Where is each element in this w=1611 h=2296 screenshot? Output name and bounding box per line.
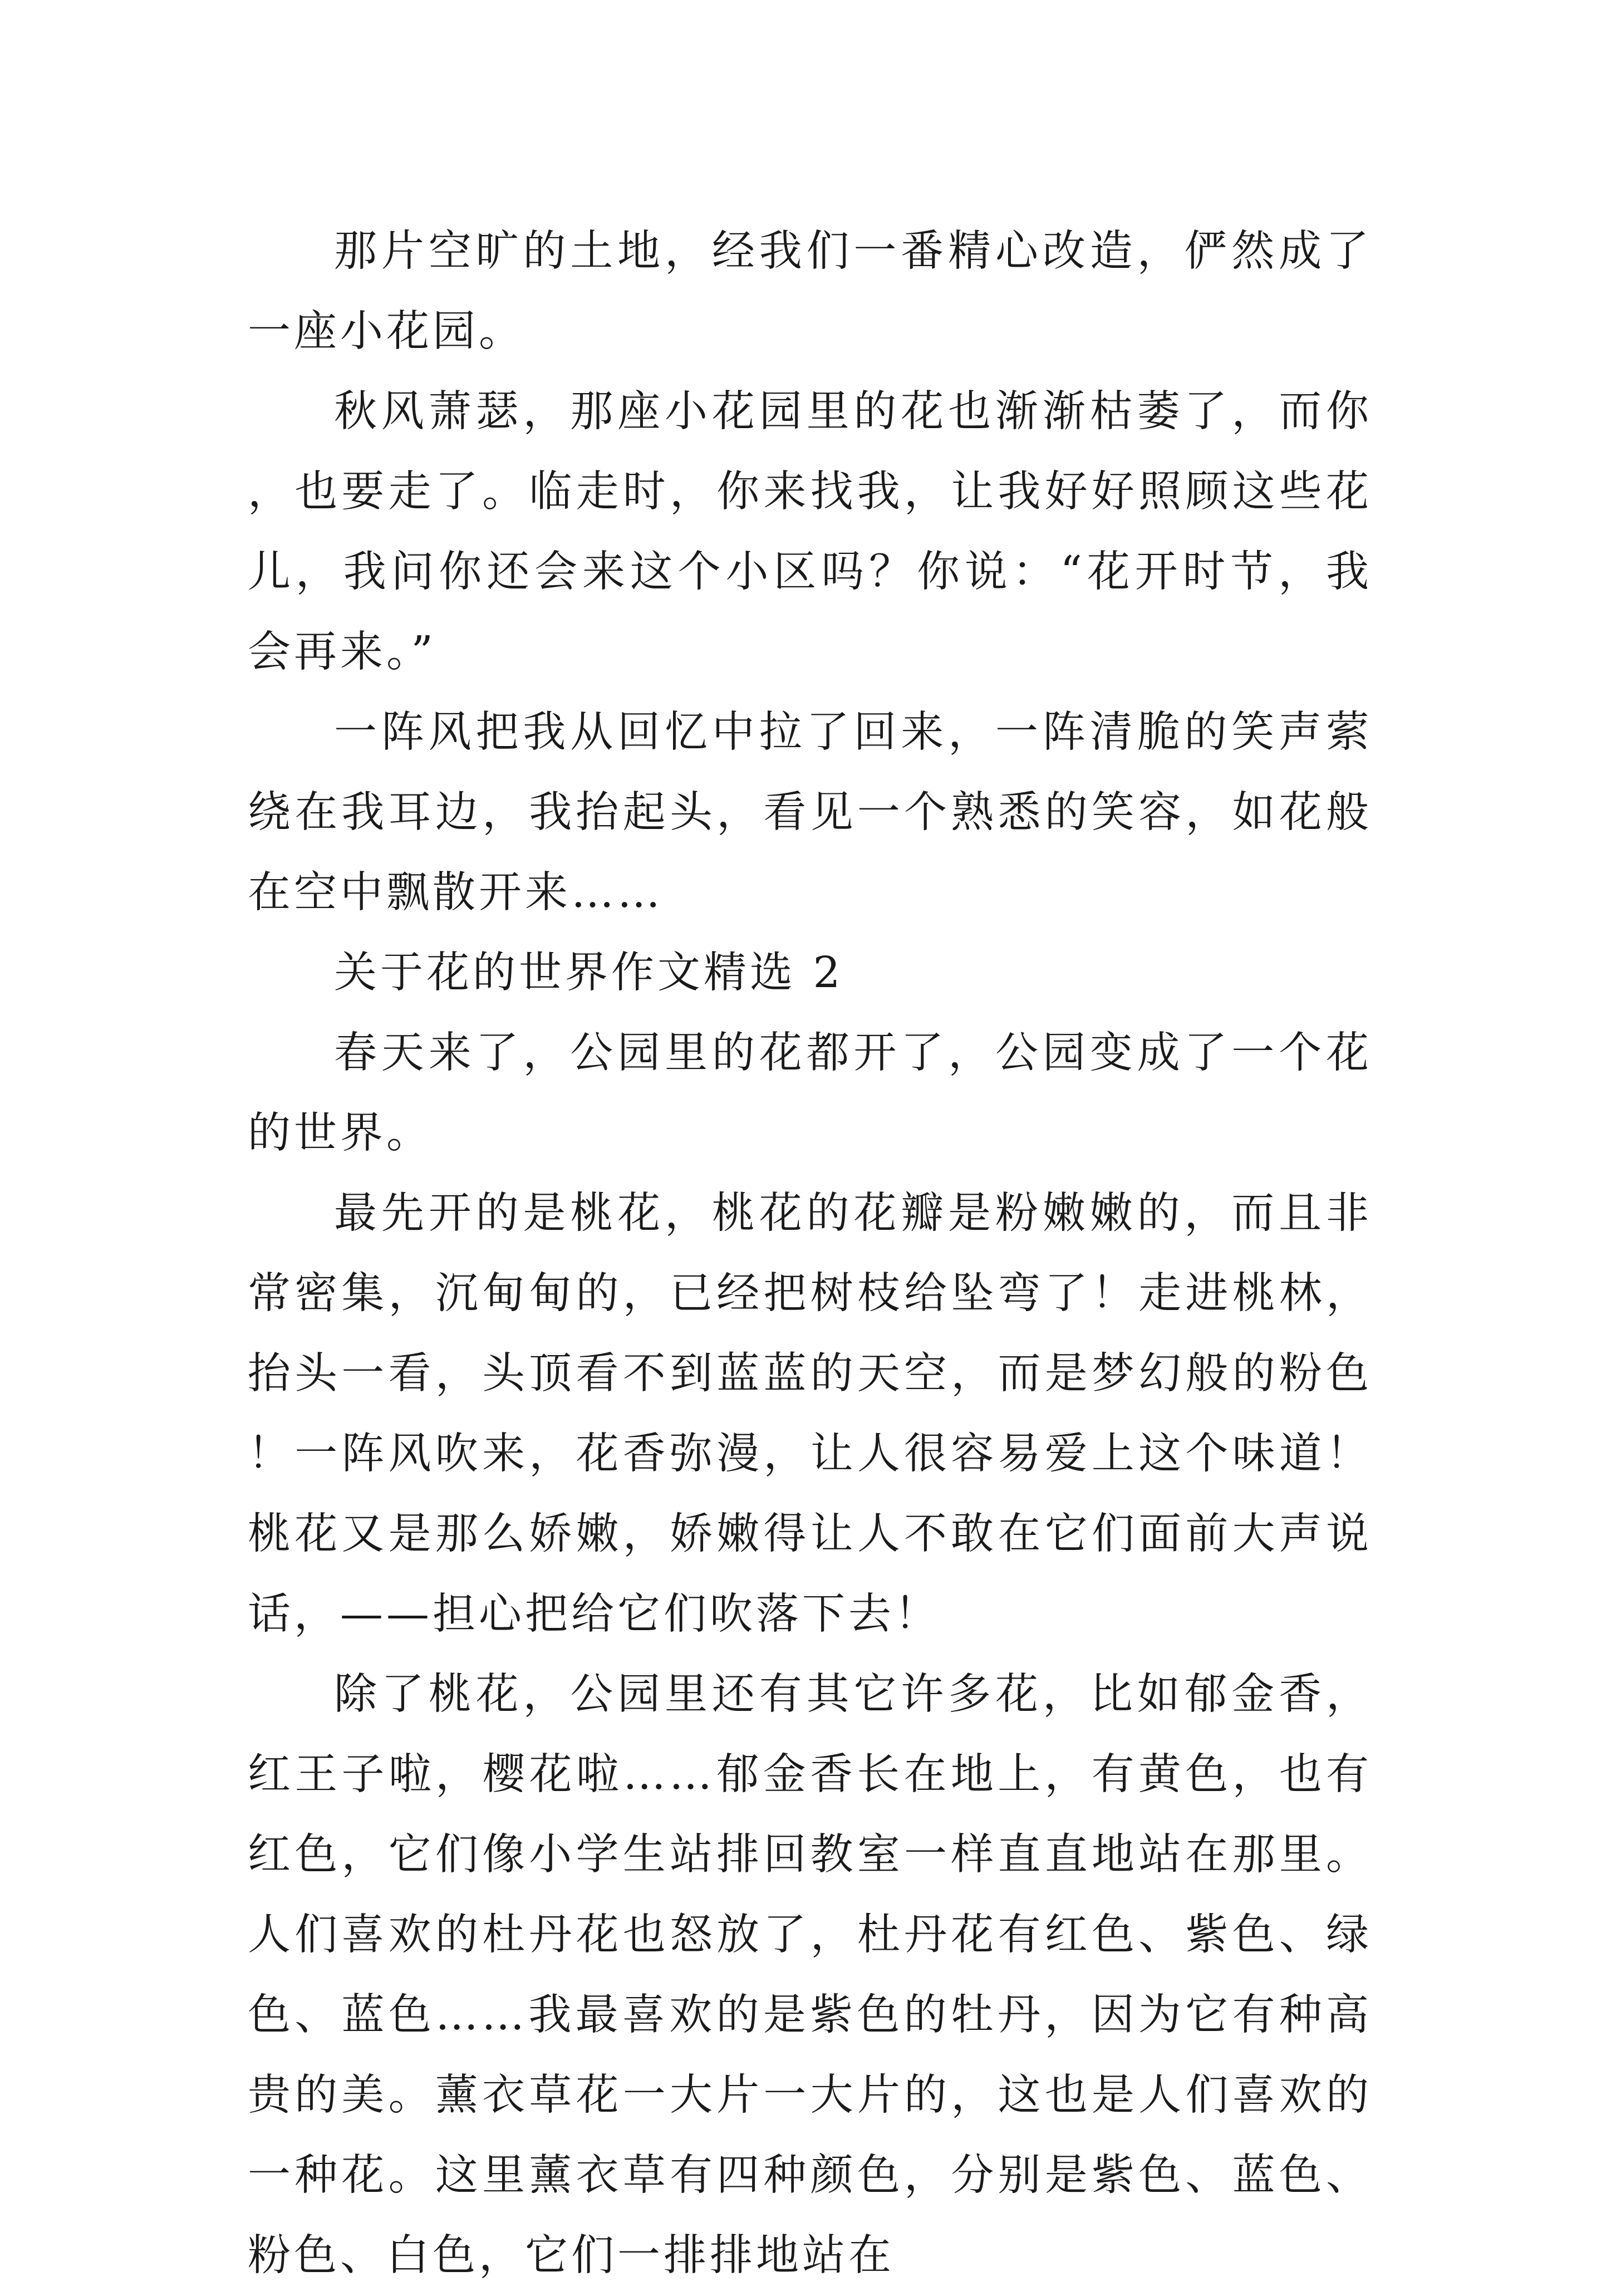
paragraph-6: 除了桃花，公园里还有其它许多花，比如郁金香，红王子啦，樱花啦……郁金香长在地上，有黄色，也有红色，它们像小学生站排回教室一样直直地站在那里。人们喜欢的杜丹花也怒放了，杜丹花有红色、紫色、绿色、蓝色……我最喜欢的是紫色的牡丹，因为它有种高贵的美。薰衣草花一大片一大片的，这也是人们喜欢的一种花。这里薰衣草有四种颜色，分别是紫色、蓝色、粉色、白色，它们一排排地站在 — [248, 1670, 1372, 2280]
paragraph-5: 最先开的是桃花，桃花的花瓣是粉嫩嫩的，而且非常密集，沉甸甸的，已经把树枝给坠弯了！走进桃林，抬头一看，头顶看不到蓝蓝的天空，而是梦幻般的粉色！一阵风吹来，花香弥漫，让人很容易爱上这个味道！桃花又是那么娇嫩，娇嫩得让人不敢在它们面前大声说话，——担心把给它们吹落下去！ — [248, 1189, 1372, 1639]
document-body — [248, 212, 1372, 2296]
paragraph-3: 一阵风把我从回忆中拉了回来，一阵清脆的笑声萦绕在我耳边，我抬起头，看见一个熟悉的笑容，如花般在空中飘散开来…… — [248, 708, 1372, 918]
paragraph-1: 那片空旷的土地，经我们一番精心改造，俨然成了一座小花园。 — [248, 227, 1372, 356]
section-heading: 关于花的世界作文精选 2 — [334, 948, 844, 998]
paragraph-4: 春天来了，公园里的花都开了，公园变成了一个花的世界。 — [248, 1028, 1372, 1158]
paragraph-2: 秋风萧瑟，那座小花园里的花也渐渐枯萎了，而你，也要走了。临走时，你来找我，让我好好照顾这些花儿，我问你还会来这个小区吗？你说：“花开时节，我会再来。” — [248, 387, 1372, 677]
